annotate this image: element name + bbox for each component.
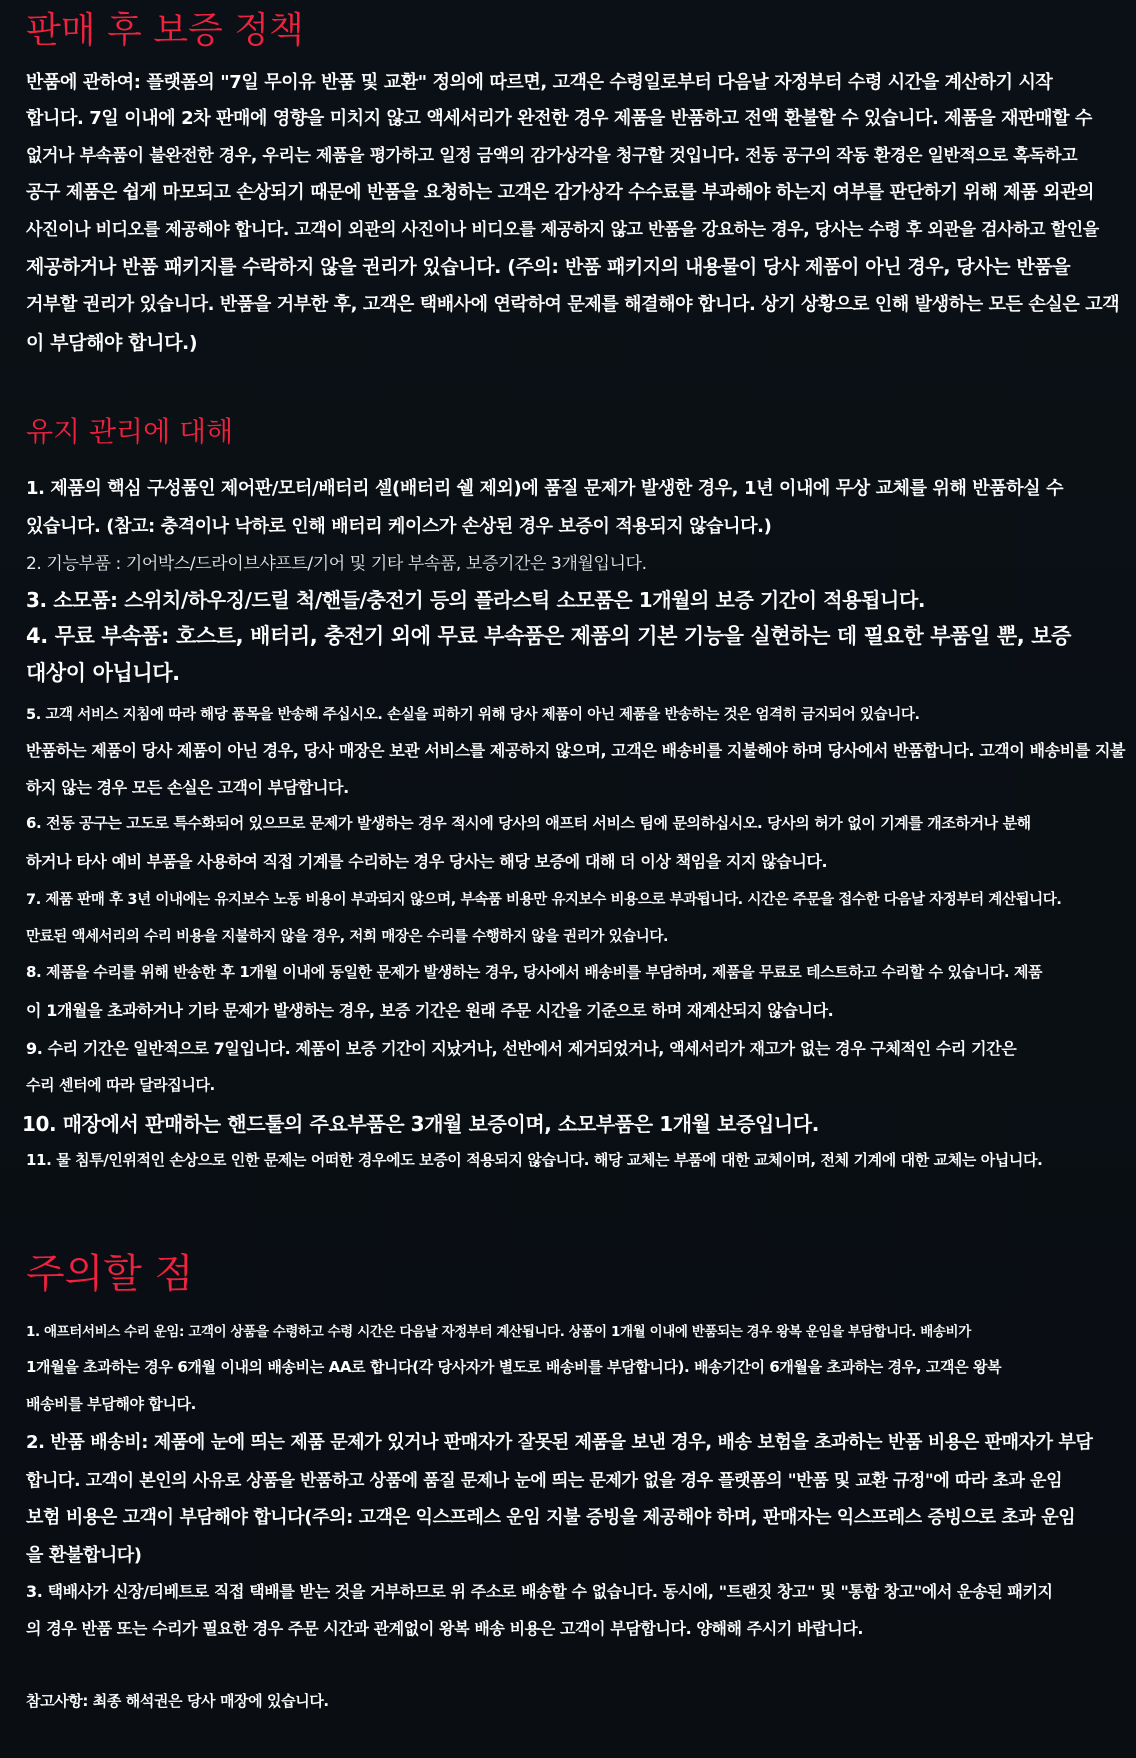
footnote: 참고사항: 최종 해석권은 당사 매장에 있습니다.: [26, 1692, 329, 1710]
maint-line-14: 8. 제품을 수리를 위해 반송한 후 1개월 이내에 동일한 문제가 발생하는 경우, 당사에서 배송비를 부담하며, 제품을 무료로 테스트하고 수리할 수 있습니다. 제품: [26, 963, 1043, 981]
policy-title: 판매 후 보증 정책: [26, 10, 304, 51]
caution-title: 주의할 점: [26, 1251, 194, 1297]
policy-line-8: 이 부담해야 합니다.): [26, 332, 198, 354]
maint-line-9: 하지 않는 경우 모든 손실은 고객이 부담합니다.: [26, 778, 349, 797]
policy-line-3: 없거나 부속품이 불완전한 경우, 우리는 제품을 평가하고 일정 금액의 감가상각을 청구할 것입니다. 전동 공구의 작동 환경은 일반적으로 혹독하고: [26, 146, 1078, 166]
policy-line-7: 거부할 권리가 있습니다. 반품을 거부한 후, 고객은 택배사에 연락하여 문제를 해결해야 합니다. 상기 상황으로 인해 발생하는 모든 손실은 고객: [26, 294, 1120, 315]
caution-line-9: 의 경우 반품 또는 수리가 필요한 경우 주문 시간과 관계없이 왕복 배송 비용은 고객이 부담합니다. 양해해 주시기 바랍니다.: [26, 1619, 863, 1638]
caution-line-4: 2. 반품 배송비: 제품에 눈에 띄는 제품 문제가 있거나 판매자가 잘못된 제품을 보낸 경우, 배송 보험을 초과하는 반품 비용은 판매자가 부담: [26, 1432, 1093, 1453]
maint-line-17: 수리 센터에 따라 달라집니다.: [26, 1076, 215, 1094]
policy-line-2: 합니다. 7일 이내에 2차 판매에 영향을 미치지 않고 액세서리가 완전한 경우 제품을 반품하고 전액 환불할 수 있습니다. 제품을 재판매할 수: [26, 108, 1092, 129]
policy-line-6: 제공하거나 반품 패키지를 수락하지 않을 권리가 있습니다. (주의: 반품 패키지의 내용물이 당사 제품이 아닌 경우, 당사는 반품을: [26, 256, 1071, 278]
maint-line-19: 11. 물 침투/인위적인 손상으로 인한 문제는 어떠한 경우에도 보증이 적용되지 않습니다. 해당 교체는 부품에 대한 교체이며, 전체 기계에 대한 교체는 아닙니다.: [26, 1151, 1043, 1169]
policy-line-5: 사진이나 비디오를 제공해야 합니다. 고객이 외관의 사진이나 비디오를 제공하지 않고 반품을 강요하는 경우, 당사는 수령 후 외관을 검사하고 할인을: [26, 220, 1099, 240]
policy-line-1: 반품에 관하여: 플랫폼의 "7일 무이유 반품 및 교환" 정의에 따르면, 고객은 수령일로부터 다음날 자정부터 수령 시간을 계산하기 시작: [26, 72, 1053, 93]
caution-line-6: 보험 비용은 고객이 부담해야 합니다(주의: 고객은 익스프레스 운임 지불 증빙을 제공해야 하며, 판매자는 익스프레스 증빙으로 초과 운임: [26, 1507, 1076, 1528]
maintenance-title: 유지 관리에 대해: [26, 415, 234, 448]
caution-line-1: 1. 애프터서비스 수리 운임: 고객이 상품을 수령하고 수령 시간은 다음날 자정부터 계산됩니다. 상품이 1개월 이내에 반품되는 경우 왕복 운임을 부담합니다. 배송비가: [26, 1324, 971, 1340]
maint-line-15: 이 1개월을 초과하거나 기타 문제가 발생하는 경우, 보증 기간은 원래 주문 시간을 기준으로 하며 재계산되지 않습니다.: [26, 1001, 834, 1020]
maint-line-13: 만료된 액세서리의 수리 비용을 지불하지 않을 경우, 저희 매장은 수리를 수행하지 않을 권리가 있습니다.: [26, 929, 669, 945]
maint-line-18: 10. 매장에서 판매하는 핸드툴의 주요부품은 3개월 보증이며, 소모부품은 1개월 보증입니다.: [22, 1112, 819, 1136]
caution-line-3: 배송비를 부담해야 합니다.: [26, 1395, 196, 1413]
maint-line-6: 대상이 아닙니다.: [26, 661, 180, 685]
maint-line-5: 4. 무료 부속품: 호스트, 배터리, 충전기 외에 무료 부속품은 제품의 기본 기능을 실현하는 데 필요한 부품일 뿐, 보증: [26, 624, 1071, 648]
maint-line-10: 6. 전동 공구는 고도로 특수화되어 있으므로 문제가 발생하는 경우 적시에 당사의 애프터 서비스 팀에 문의하십시오. 당사의 허가 없이 기계를 개조하거나 분해: [26, 814, 1031, 832]
maint-line-11: 하거나 타사 예비 부품을 사용하여 직접 기계를 수리하는 경우 당사는 해당 보증에 대해 더 이상 책임을 지지 않습니다.: [26, 852, 828, 871]
maint-line-8: 반품하는 제품이 당사 제품이 아닌 경우, 당사 매장은 보관 서비스를 제공하지 않으며, 고객은 배송비를 지불해야 하며 당사에서 반품합니다. 고객이 배송비를 지불: [26, 741, 1126, 760]
maint-line-7: 5. 고객 서비스 지침에 따라 해당 품목을 반송해 주십시오. 손실을 피하기 위해 당사 제품이 아닌 제품을 반송하는 것은 엄격히 금지되어 있습니다.: [26, 707, 920, 723]
caution-line-8: 3. 택배사가 신장/티베트로 직접 택배를 받는 것을 거부하므로 위 주소로 배송할 수 없습니다. 동시에, "트랜짓 창고" 및 "통합 창고"에서 운송된 패키지: [26, 1582, 1053, 1601]
maint-line-1: 1. 제품의 핵심 구성품인 제어판/모터/배터리 셀(배터리 쉘 제외)에 품질 문제가 발생한 경우, 1년 이내에 무상 교체를 위해 반품하실 수: [26, 478, 1064, 499]
policy-line-4: 공구 제품은 쉽게 마모되고 손상되기 때문에 반품을 요청하는 고객은 감가상각 수수료를 부과해야 하는지 여부를 판단하기 위해 제품 외관의: [26, 182, 1095, 203]
caution-line-2: 1개월을 초과하는 경우 6개월 이내의 배송비는 AA로 합니다(각 당사자가 별도로 배송비를 부담합니다). 배송기간이 6개월을 초과하는 경우, 고객은 왕복: [26, 1358, 1002, 1376]
maint-line-4: 3. 소모품: 스위치/하우징/드릴 척/핸들/충전기 등의 플라스틱 소모품은 1개월의 보증 기간이 적용됩니다.: [26, 588, 926, 612]
maint-line-16: 9. 수리 기간은 일반적으로 7일입니다. 제품이 보증 기간이 지났거나, 선반에서 제거되었거나, 액세서리가 재고가 없는 경우 구체적인 수리 기간은: [26, 1039, 1017, 1058]
maint-line-3: 2. 기능부품 : 기어박스/드라이브샤프트/기어 및 기타 부속품, 보증기간은 3개월입니다.: [26, 554, 647, 574]
maint-line-12: 7. 제품 판매 후 3년 이내에는 유지보수 노동 비용이 부과되지 않으며, 부속품 비용만 유지보수 비용으로 부과됩니다. 시간은 주문을 접수한 다음날 자정부터 계산됩니다.: [26, 892, 1062, 908]
caution-line-5: 합니다. 고객이 본인의 사유로 상품을 반품하고 상품에 품질 문제나 눈에 띄는 문제가 없을 경우 플랫폼의 "반품 및 교환 규정"에 따라 초과 운임: [26, 1471, 1063, 1491]
maint-line-2: 있습니다. (참고: 충격이나 낙하로 인해 배터리 케이스가 손상된 경우 보증이 적용되지 않습니다.): [26, 516, 772, 537]
caution-line-7: 을 환불합니다): [26, 1545, 142, 1566]
